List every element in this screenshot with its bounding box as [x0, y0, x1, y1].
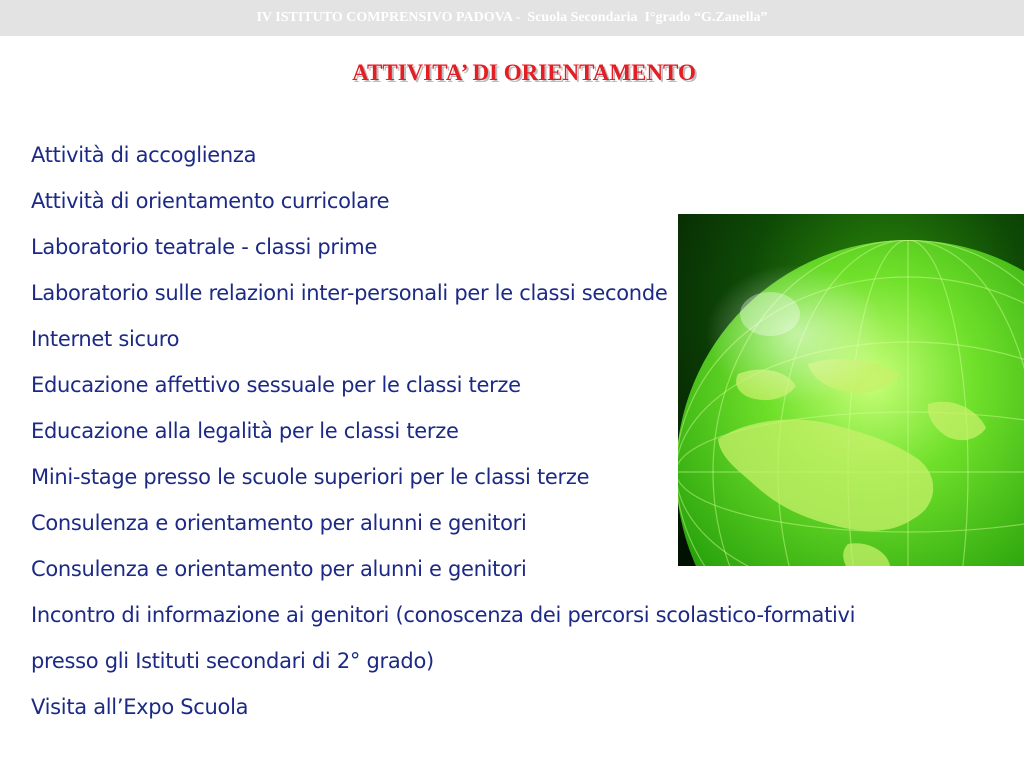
list-item: Educazione alla legalità per le classi terze: [31, 419, 459, 443]
list-item: Incontro di informazione ai genitori (conoscenza dei percorsi scolastico-formativi: [31, 603, 856, 627]
activity-list: [31, 141, 855, 739]
list-item: Consulenza e orientamento per alunni e genitori: [31, 511, 527, 535]
header-text: IV ISTITUTO COMPRENSIVO PADOVA - Scuola Secondaria I°grado “G.Zanella”: [256, 10, 768, 25]
list-item: Consulenza e orientamento per alunni e genitori: [31, 557, 527, 581]
list-item: Laboratorio sulle relazioni inter-personali per le classi seconde: [31, 281, 668, 305]
list-item: Attività di orientamento curricolare: [31, 189, 390, 213]
list-item: Attività di accoglienza: [31, 143, 257, 167]
list-item: Mini-stage presso le scuole superiori per le classi terze: [31, 465, 590, 489]
list-item: Visita all’Expo Scuola: [31, 695, 249, 719]
list-item: presso gli Istituti secondari di 2° grado): [31, 649, 434, 673]
list-item: Internet sicuro: [31, 327, 180, 351]
slide-title: ATTIVITA’ DI ORIENTAMENTO: [352, 60, 696, 85]
list-item: Laboratorio teatrale - classi prime: [31, 235, 378, 259]
list-item: Educazione affettivo sessuale per le classi terze: [31, 373, 521, 397]
